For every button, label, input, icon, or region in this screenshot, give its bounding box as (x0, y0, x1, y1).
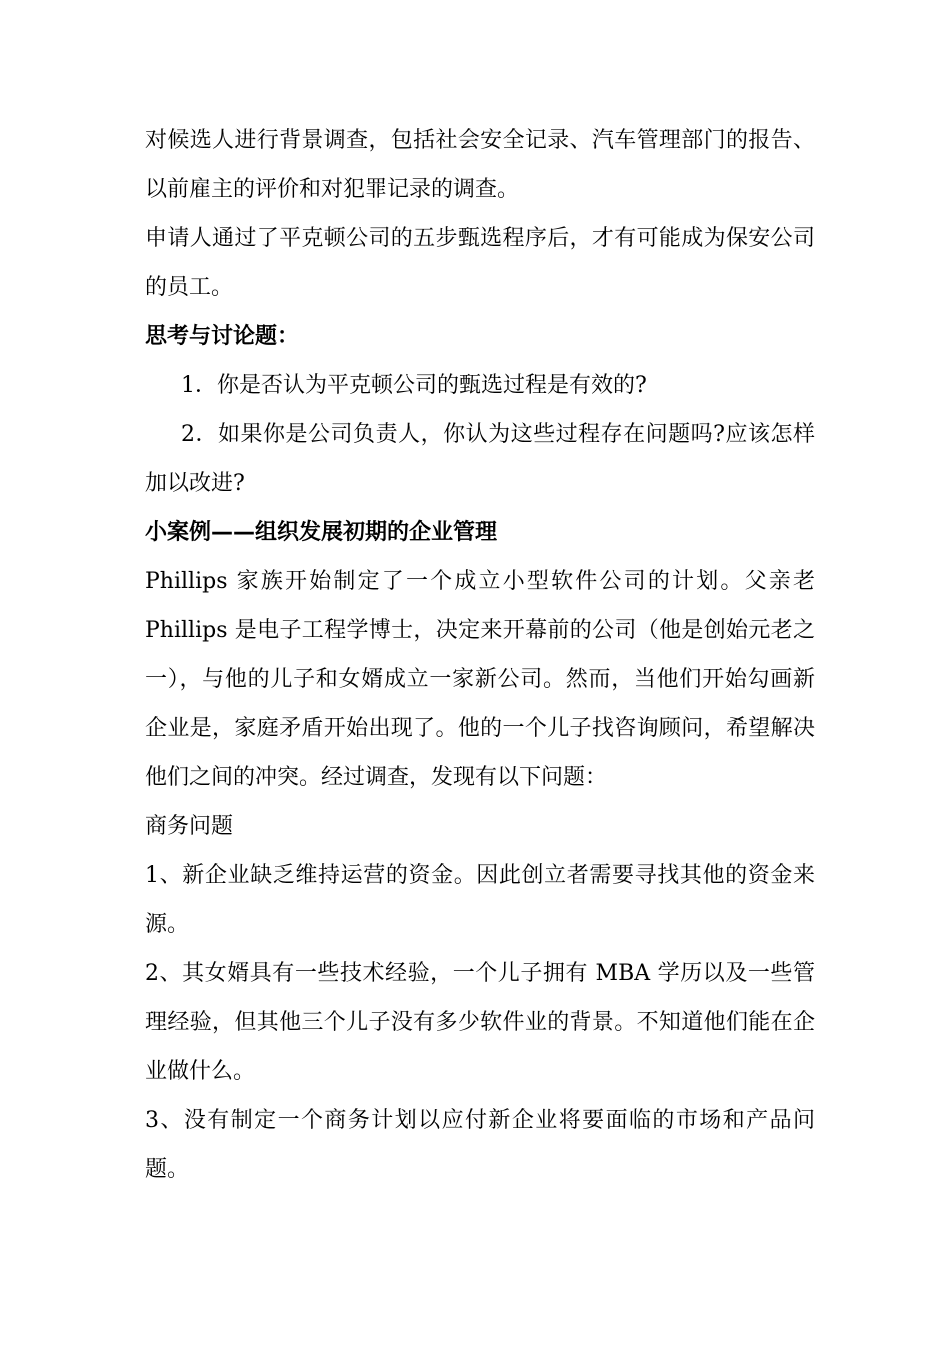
paragraph-business-issues-title: 商务问题 (145, 814, 234, 839)
heading-discussion-questions: 思考与讨论题： (145, 324, 300, 349)
heading-small-case: 小案例——组织发展初期的企业管理 (145, 520, 498, 545)
paragraph-issue-3: 3、没有制定一个商务计划以应付新企业将要面临的市场和产品问题。 (145, 1108, 815, 1182)
paragraph-issue-1: 1、新企业缺乏维持运营的资金。因此创立者需要寻找其他的资金来源。 (145, 863, 815, 937)
document-page (145, 116, 815, 1194)
question-1: 1．你是否认为平克顿公司的甄选过程是有效的? (181, 373, 647, 398)
paragraph-issue-2: 2、其女婿具有一些技术经验，一个儿子拥有 MBA 学历以及一些管理经验，但其他三个儿子没有多少软件业的背景。不知道他们能在企业做什么。 (145, 961, 815, 1084)
paragraph-phillips-family: Phillips 家族开始制定了一个成立小型软件公司的计划。父亲老 Phillips 是电子工程学博士，决定来开幕前的公司（他是创始元老之一），与他的儿子和女婿成立一家新公司。然而，当他们开始勾画新企业是，家庭矛盾开始出现了。他的一个儿子找咨询顾问，希望解决他们之间的冲突。经过调查，发现有以下问题： (145, 569, 815, 790)
paragraph-applicant-steps: 申请人通过了平克顿公司的五步甄选程序后，才有可能成为保安公司的员工。 (145, 226, 815, 300)
paragraph-background-check: 对候选人进行背景调查，包括社会安全记录、汽车管理部门的报告、以前雇主的评价和对犯罪记录的调查。 (145, 128, 815, 202)
question-2: 2．如果你是公司负责人，你认为这些过程存在问题吗?应该怎样加以改进? (145, 422, 815, 496)
